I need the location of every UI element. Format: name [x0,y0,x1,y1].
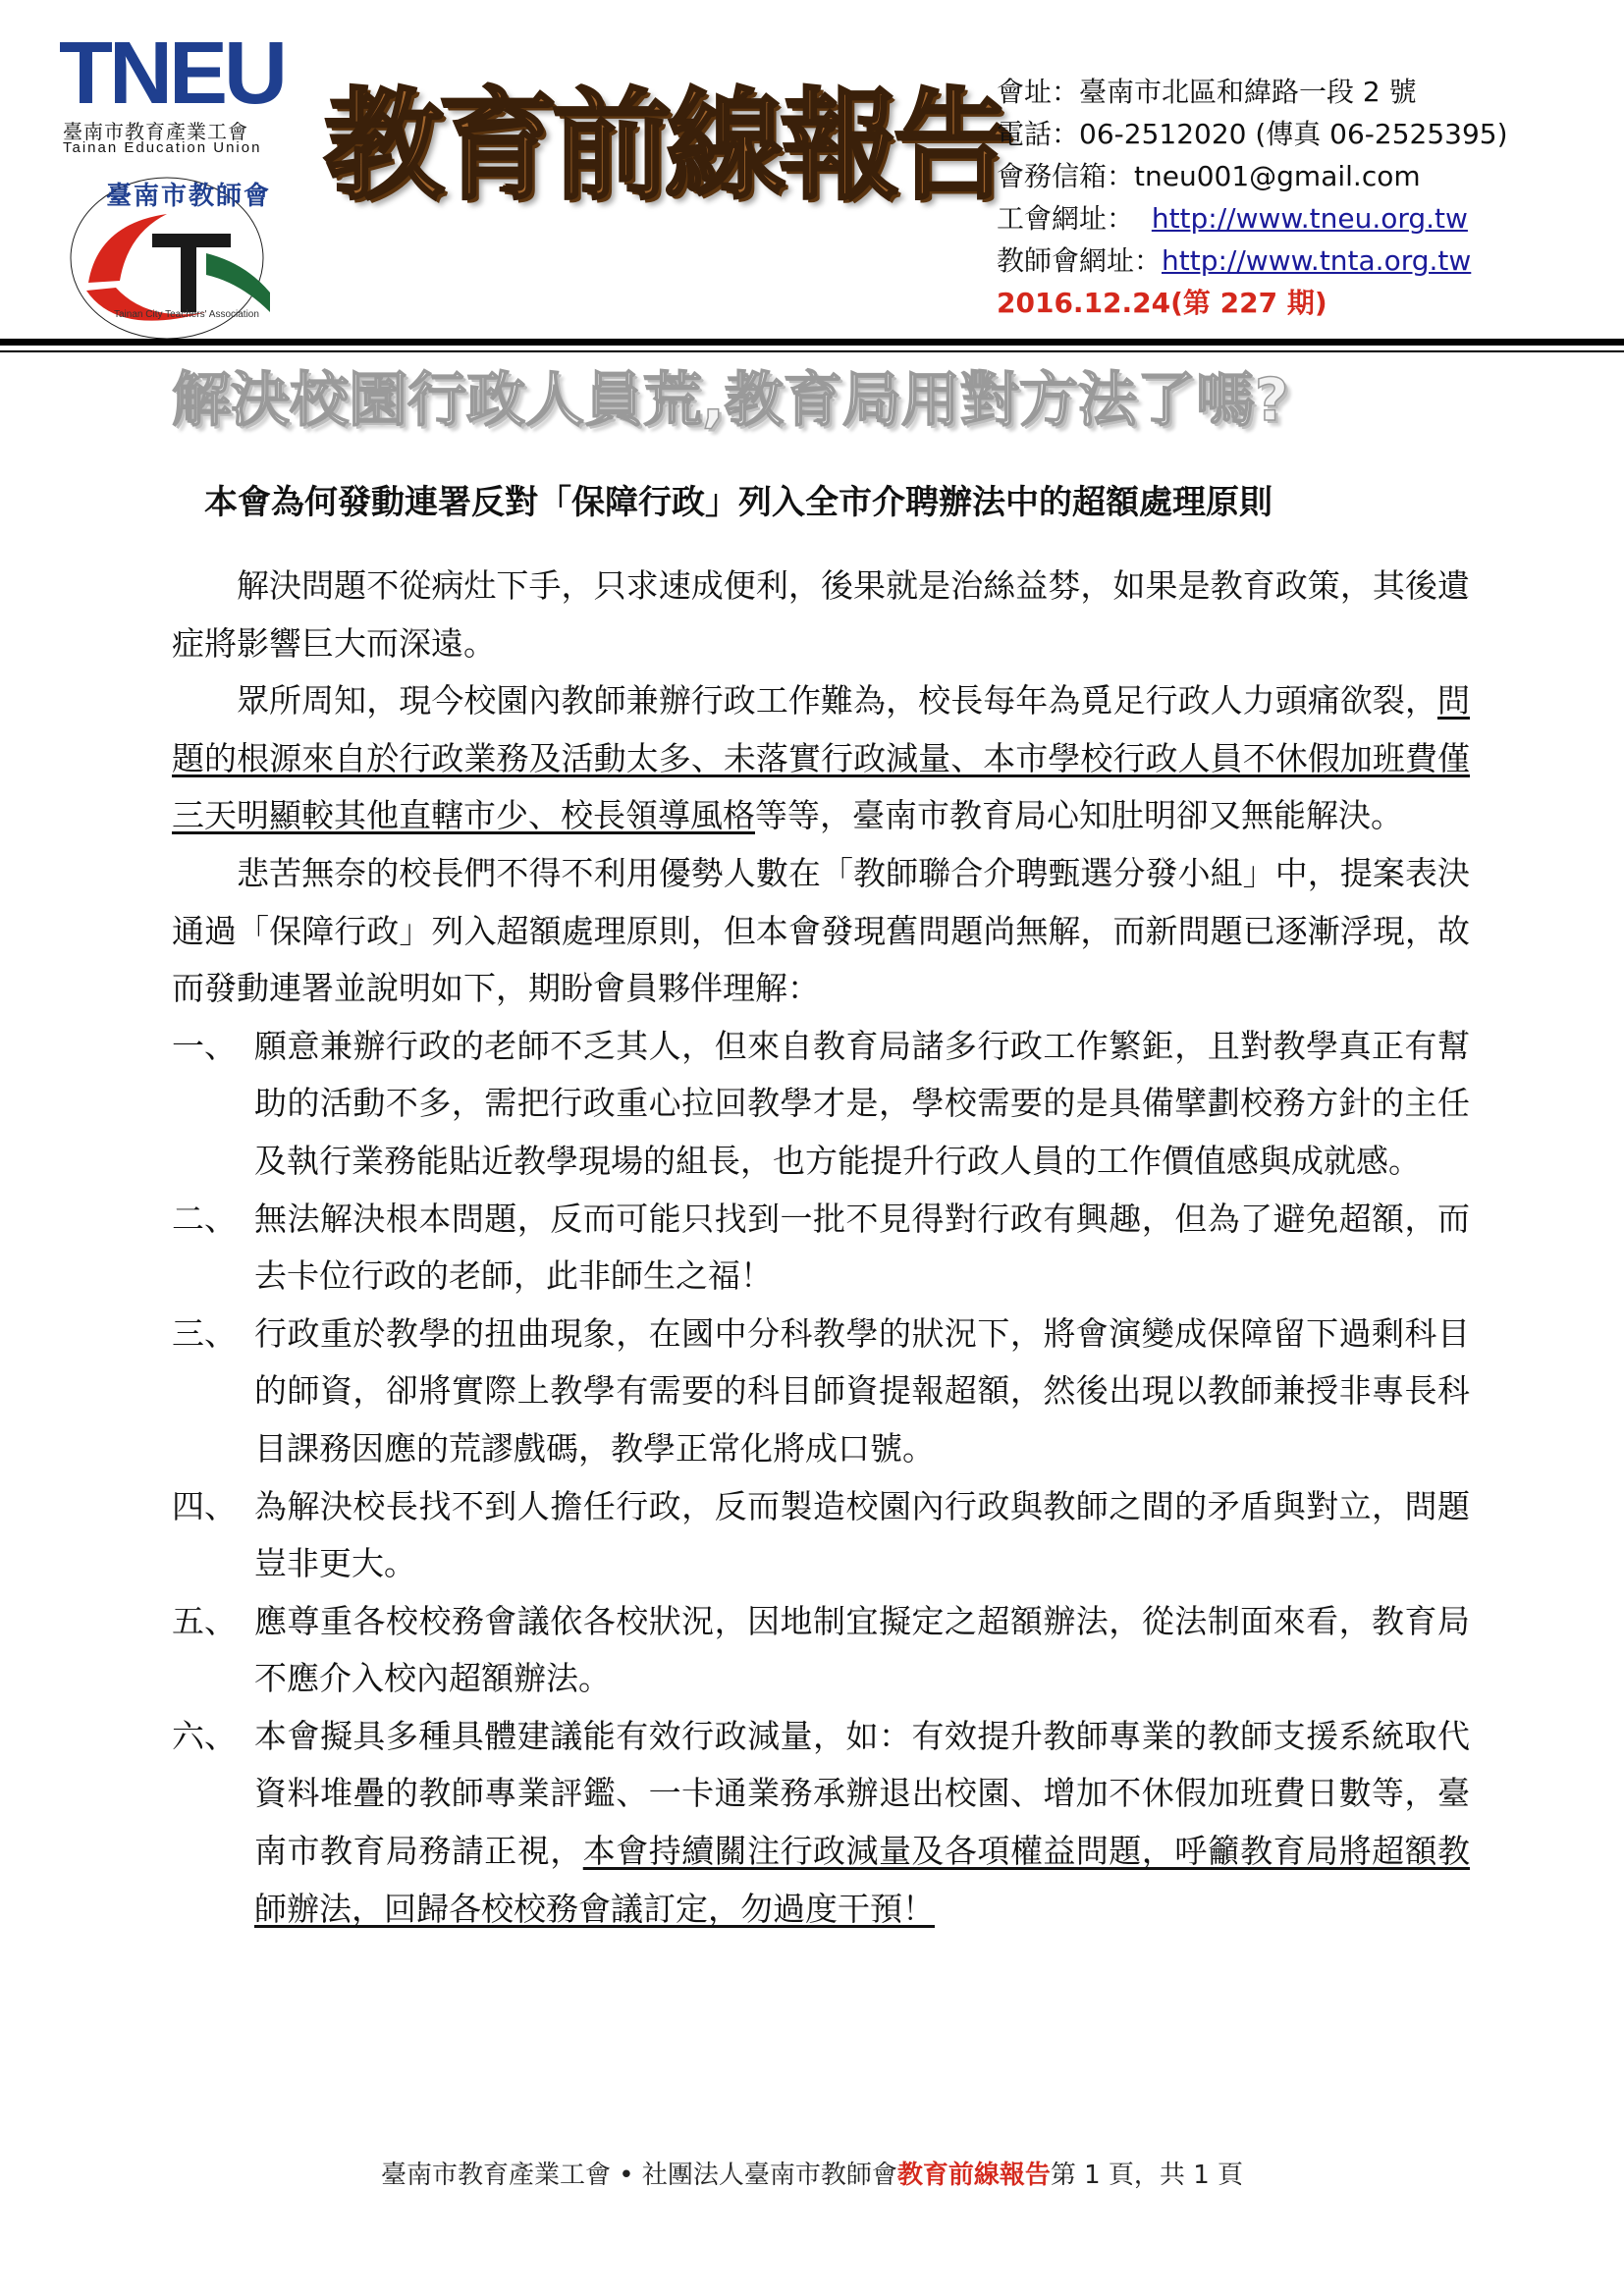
phone-label: 電話： [997,118,1080,150]
union-name-en: Tainan Education Union [63,139,262,156]
subhead: 本會為何發動連署反對「保障行政」列入全市介聘辦法中的超額處理原則 [204,483,1272,522]
list-item [172,1478,1470,1593]
email-value: tneu001@gmail.com [1134,160,1421,192]
email-row [997,155,1508,197]
list-item-number: 六、 [172,1716,237,1755]
list-item [172,1593,1470,1708]
phone-value: 06-2512020 (傳真 06-2525395) [1079,118,1508,150]
phone-row [997,113,1508,155]
teachers-site-row [997,240,1508,282]
list-item-text: 行政重於教學的扭曲現象，在國中分科教學的狀況下，將會演變成保障留下過剩科目的師資，卻將實際上教學有需要的科目師資提報超額，然後出現以教師兼授非專長科目課務因應的荒謬戲碼，教學正常化將成口號。 [254,1313,1470,1468]
paragraph-2-end: 等等，臺南市教育局心知肚明卻又無能解決。 [755,796,1403,835]
email-label: 會務信箱： [997,160,1135,192]
list-item-text: 本會擬具多種具體建議能有效行政減量，如：有效提升教師專業的教師支援系統取代資料堆疊的教師專業評鑑、一卡通業務承辦退出校園、增加不休假加班費日數等，臺南市教育局務請正視， [254,1716,1470,1871]
list-item-text: 願意兼辦行政的老師不乏其人，但來自教育局諸多行政工作繁鉅，且對教學真正有幫助的活動不多，需把行政重心拉回教學才是，學校需要的是具備擘劃校務方針的主任及執行業務能貼近教學現場的組長，也方能提升行政人員的工作價值感與成就感。 [254,1026,1470,1180]
paragraph-3: 悲苦無奈的校長們不得不利用優勢人數在「教師聯合介聘甄選分發小組」中，提案表決通過「保障行政」列入超額處理原則，但本會發現舊問題尚無解，而新問題已逐漸浮現，故而發動連署並說明如下，期盼會員夥伴理解： [172,853,1470,1008]
list-item [172,1018,1470,1191]
footer-report-name: 教育前線報告 [896,2161,1051,2190]
point-list [172,1018,1470,1939]
header-rule-thin [0,350,1624,352]
union-site-link[interactable]: http://www.tneu.org.tw [1151,202,1468,235]
paragraph-1: 解決問題不從病灶下手，只求速成便利，後果就是治絲益棼，如果是教育政策，其後遺症將影響巨大而深遠。 [172,566,1470,663]
list-item [172,1306,1470,1478]
list-item-number: 三、 [172,1313,237,1353]
article-body [172,558,1470,1938]
seal-text-en: Tainan City Teachers' Association [114,309,259,320]
header-rule-thick [0,339,1624,346]
issue-date: 2016.12.24(第 227 期) [997,287,1327,319]
footer-page-info: 第 1 頁，共 1 頁 [1050,2161,1244,2190]
paragraph-2-intro: 眾所周知，現今校園內教師兼辦行政工作難為，校長每年為覓足行政人力頭痛欲裂， [237,681,1437,721]
list-item-text: 應尊重各校校務會議依各校狀況，因地制宜擬定之超額辦法，從法制面來看，教育局不應介入校內超額辦法。 [254,1601,1470,1698]
address-row [997,71,1508,113]
list-item-number: 一、 [172,1026,237,1065]
list-item-number: 二、 [172,1199,237,1238]
list-item-number: 四、 [172,1486,237,1525]
list-item-text: 無法解決根本問題，反而可能只找到一批不見得對行政有興趣，但為了避免超額，而去卡位行政的老師，此非師生之福！ [254,1199,1470,1296]
address-label: 會址： [997,76,1080,108]
address-value: 臺南市北區和緯路一段 2 號 [1079,76,1417,108]
page-footer [0,2155,1624,2191]
paragraph-2-underlined: 問題的根源來自於行政業務及活動太多、未落實行政減量、本市學校行政人員不休假加班費僅三天明顯較其他直轄市少、校長領導風格 [172,681,1470,835]
teachers-site-link[interactable]: http://www.tnta.org.tw [1162,244,1472,277]
logo-block [59,25,304,329]
headline: 解決校園行政人員荒,教育局用對方法了嗎? [172,366,1289,435]
teachers-site-label: 教師會網址： [997,244,1163,277]
tneu-logo-text: TNEU [59,25,284,123]
masthead-title: 教育前線報告 [324,75,1007,216]
list-item-text: 為解決校長找不到人擔任行政，反而製造校園內行政與教師之間的矛盾與對立，問題豈非更大。 [254,1486,1470,1583]
list-item-underlined: 本會持續關注行政減量及各項權益問題，呼籲教育局將超額教師辦法，回歸各校校務會議訂定，勿過度干預！ [254,1832,1471,1928]
paragraph-2 [172,672,1470,845]
contact-block [997,71,1508,324]
list-item [172,1708,1470,1938]
seal-text: 臺南市教師會 [106,182,272,211]
list-item-number: 五、 [172,1601,237,1640]
union-site-label: 工會網址： [997,202,1135,235]
list-item [172,1191,1470,1306]
union-site-row [997,197,1508,240]
union-name: 臺南市教育產業工會 [63,122,248,143]
footer-org: 臺南市教育產業工會 • 社團法人臺南市教師會 [380,2161,897,2190]
